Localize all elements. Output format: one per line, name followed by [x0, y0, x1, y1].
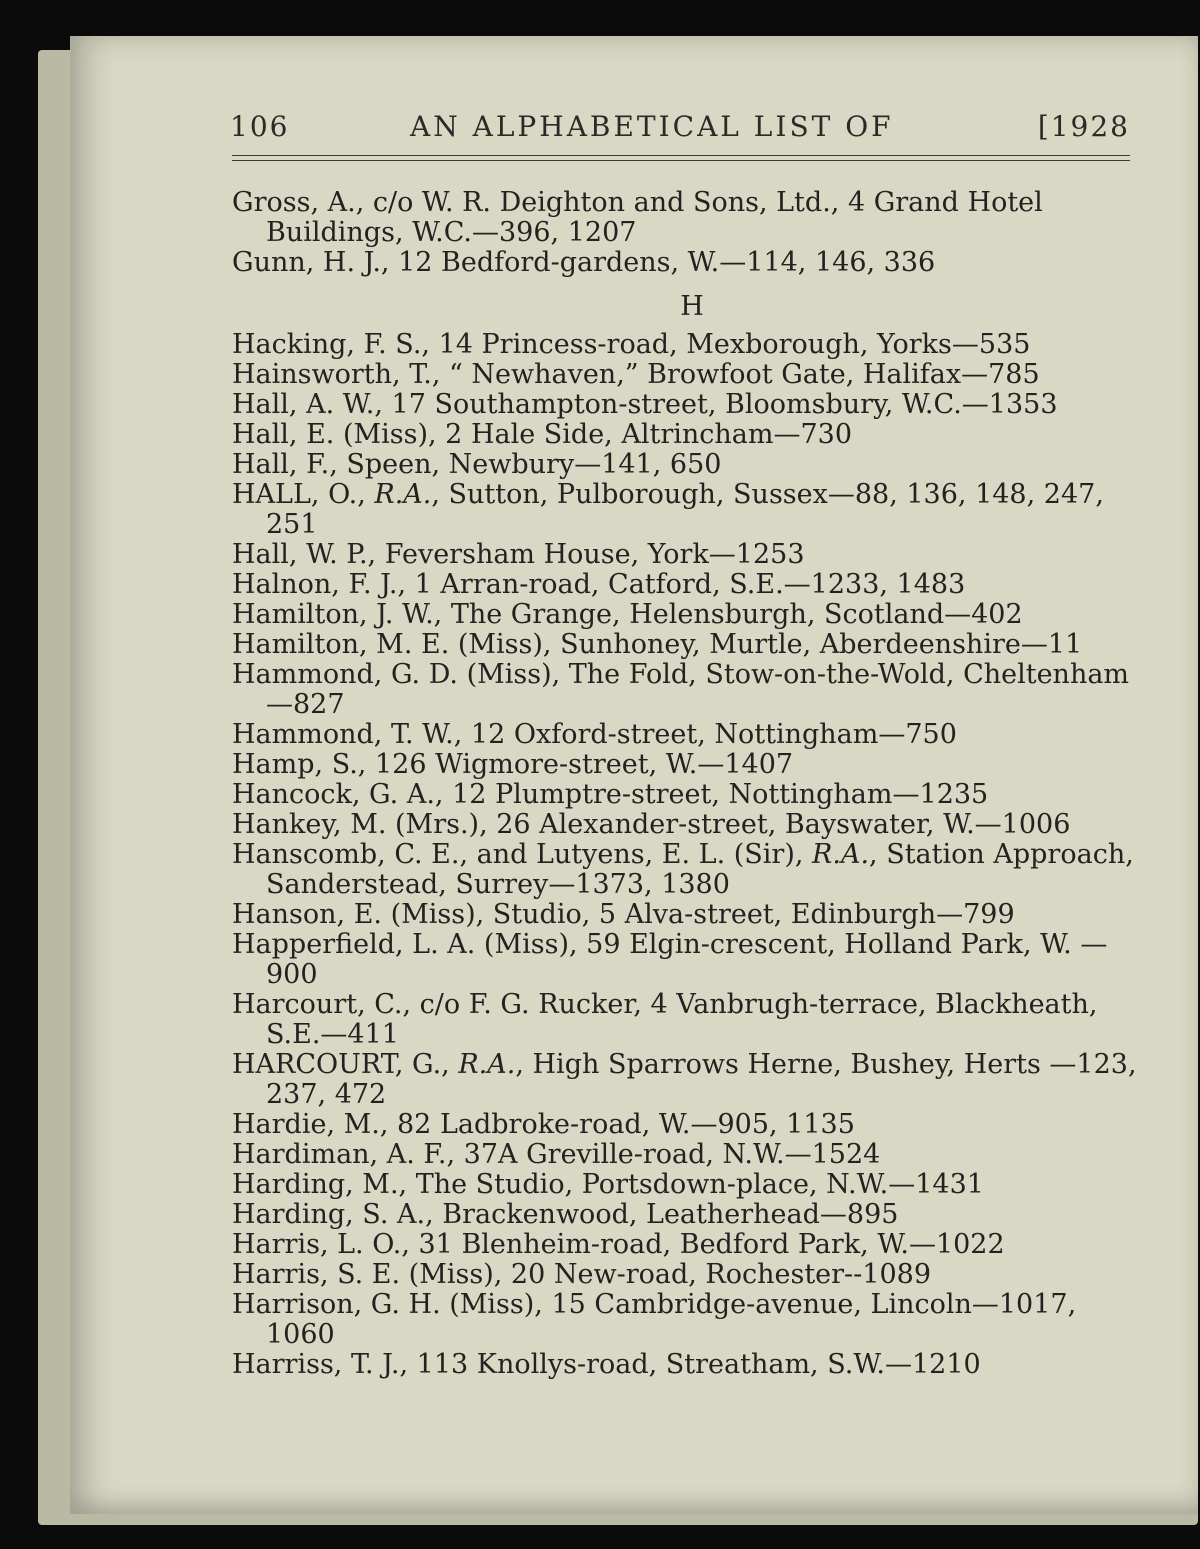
list-entry [232, 1200, 1152, 1230]
header-rule-top [232, 155, 1130, 156]
entry-text: Hardiman, A. F., 37A Greville-road, N.W.—1524 [232, 1139, 881, 1170]
section-heading: H [680, 291, 704, 322]
entry-list [232, 188, 1152, 1380]
section-h-entries [232, 330, 1152, 1380]
entry-text: Harris, L. O., 31 Blenheim-road, Bedford Park, W.—1022 [232, 1229, 1005, 1260]
list-entry [232, 630, 1152, 660]
list-entry [232, 750, 1152, 780]
list-entry [232, 1290, 1152, 1350]
list-entry [232, 840, 1152, 900]
list-entry: Gross, A., c/o W. R. Deighton and Sons, Ltd., 4 Grand Hotel Buildings, W.C.—396, 1207 [232, 187, 1043, 248]
running-header [230, 110, 1130, 150]
list-entry [232, 720, 1152, 750]
list-entry [232, 480, 1152, 540]
royal-academician-mark: R.A. [458, 1049, 516, 1080]
entry-text: Hall, W. P., Feversham House, York—1253 [232, 539, 805, 570]
page-number: 106 [230, 110, 290, 143]
entry-text: Hancock, G. A., 12 Plumptre-street, Nottingham—1235 [232, 779, 989, 810]
list-entry [232, 390, 1152, 420]
entry-text: Hainsworth, T., “ Newhaven,” Browfoot Gate, Halifax—785 [232, 359, 1040, 390]
list-entry: Gunn, H. J., 12 Bedford-gardens, W.—114, 146, 336 [232, 247, 936, 278]
entry-text: HALL, O., [232, 479, 375, 510]
list-entry [232, 1230, 1152, 1260]
entry-text-continued: , Station Approach, Sanderstead, Surrey—1373, 1380 [266, 839, 1134, 900]
entry-text: Harcourt, C., c/o F. G. Rucker, 4 Vanbrugh-terrace, Blackheath, S.E.—411 [232, 989, 1098, 1050]
list-entry [232, 600, 1152, 630]
list-entry [232, 1350, 1152, 1380]
list-entry [232, 450, 1152, 480]
entry-text: Hamilton, M. E. (Miss), Sunhoney, Murtle, Aberdeenshire—11 [232, 629, 1083, 660]
list-entry [232, 1260, 1152, 1290]
list-entry [232, 1140, 1152, 1170]
entry-text: Happerfield, L. A. (Miss), 59 Elgin-crescent, Holland Park, W. —900 [232, 929, 1108, 990]
entry-text: HARCOURT, G., [232, 1049, 459, 1080]
header-rule-bottom [232, 160, 1130, 161]
entry-text: Hamp, S., 126 Wigmore-street, W.—1407 [232, 749, 794, 780]
entry-text: Hanscomb, C. E., and Lutyens, E. L. (Sir), [232, 839, 813, 870]
list-entry [232, 420, 1152, 450]
entry-text: Hammond, G. D. (Miss), The Fold, Stow-on-the-Wold, Cheltenham—827 [232, 659, 1130, 720]
entry-text: Hankey, M. (Mrs.), 26 Alexander-street, Bayswater, W.—1006 [232, 809, 1071, 840]
entry-text: Hacking, F. S., 14 Princess-road, Mexborough, Yorks—535 [232, 329, 1031, 360]
entry-text: Harris, S. E. (Miss), 20 New-road, Rochester--1089 [232, 1259, 932, 1290]
year-label: [1928 [1037, 110, 1130, 143]
entry-text: Hardie, M., 82 Ladbroke-road, W.—905, 1135 [232, 1109, 855, 1140]
entry-text: Halnon, F. J., 1 Arran-road, Catford, S.E.—1233, 1483 [232, 569, 966, 600]
entry-text: Hall, F., Speen, Newbury—141, 650 [232, 449, 722, 480]
entry-text: Harrison, G. H. (Miss), 15 Cambridge-avenue, Lincoln—1017, 1060 [232, 1289, 1077, 1350]
list-entry [232, 540, 1152, 570]
entry-text: Hamilton, J. W., The Grange, Helensburgh, Scotland—402 [232, 599, 1023, 630]
entry-text-continued: , High Sparrows Herne, Bushey, Herts —123, 237, 472 [266, 1049, 1137, 1110]
entry-text: Harding, M., The Studio, Portsdown-place, N.W.—1431 [232, 1169, 984, 1200]
list-entry [232, 1170, 1152, 1200]
list-entry [232, 1110, 1152, 1140]
list-entry [232, 360, 1152, 390]
entry-text: Hall, E. (Miss), 2 Hale Side, Altrincham—730 [232, 419, 852, 450]
list-entry [232, 570, 1152, 600]
list-entry [232, 780, 1152, 810]
entry-text: Harding, S. A., Brackenwood, Leatherhead—895 [232, 1199, 899, 1230]
list-entry [232, 330, 1152, 360]
list-entry [232, 1050, 1152, 1110]
entry-text: Hall, A. W., 17 Southampton-street, Bloomsbury, W.C.—1353 [232, 389, 1058, 420]
royal-academician-mark: R.A. [374, 479, 432, 510]
list-entry [232, 930, 1152, 990]
entry-text: Hammond, T. W., 12 Oxford-street, Nottingham—750 [232, 719, 957, 750]
list-entry [232, 900, 1152, 930]
entry-text-continued: , Sutton, Pulborough, Sussex—88, 136, 148, 247, 251 [266, 479, 1104, 540]
list-entry [232, 990, 1152, 1050]
entry-text: Harriss, T. J., 113 Knollys-road, Streatham, S.W.—1210 [232, 1349, 981, 1380]
page-title: AN ALPHABETICAL LIST OF [410, 110, 894, 143]
list-entry [232, 810, 1152, 840]
entry-text: Hanson, E. (Miss), Studio, 5 Alva-street, Edinburgh—799 [232, 899, 1015, 930]
royal-academician-mark: R.A. [812, 839, 870, 870]
list-entry [232, 660, 1152, 720]
